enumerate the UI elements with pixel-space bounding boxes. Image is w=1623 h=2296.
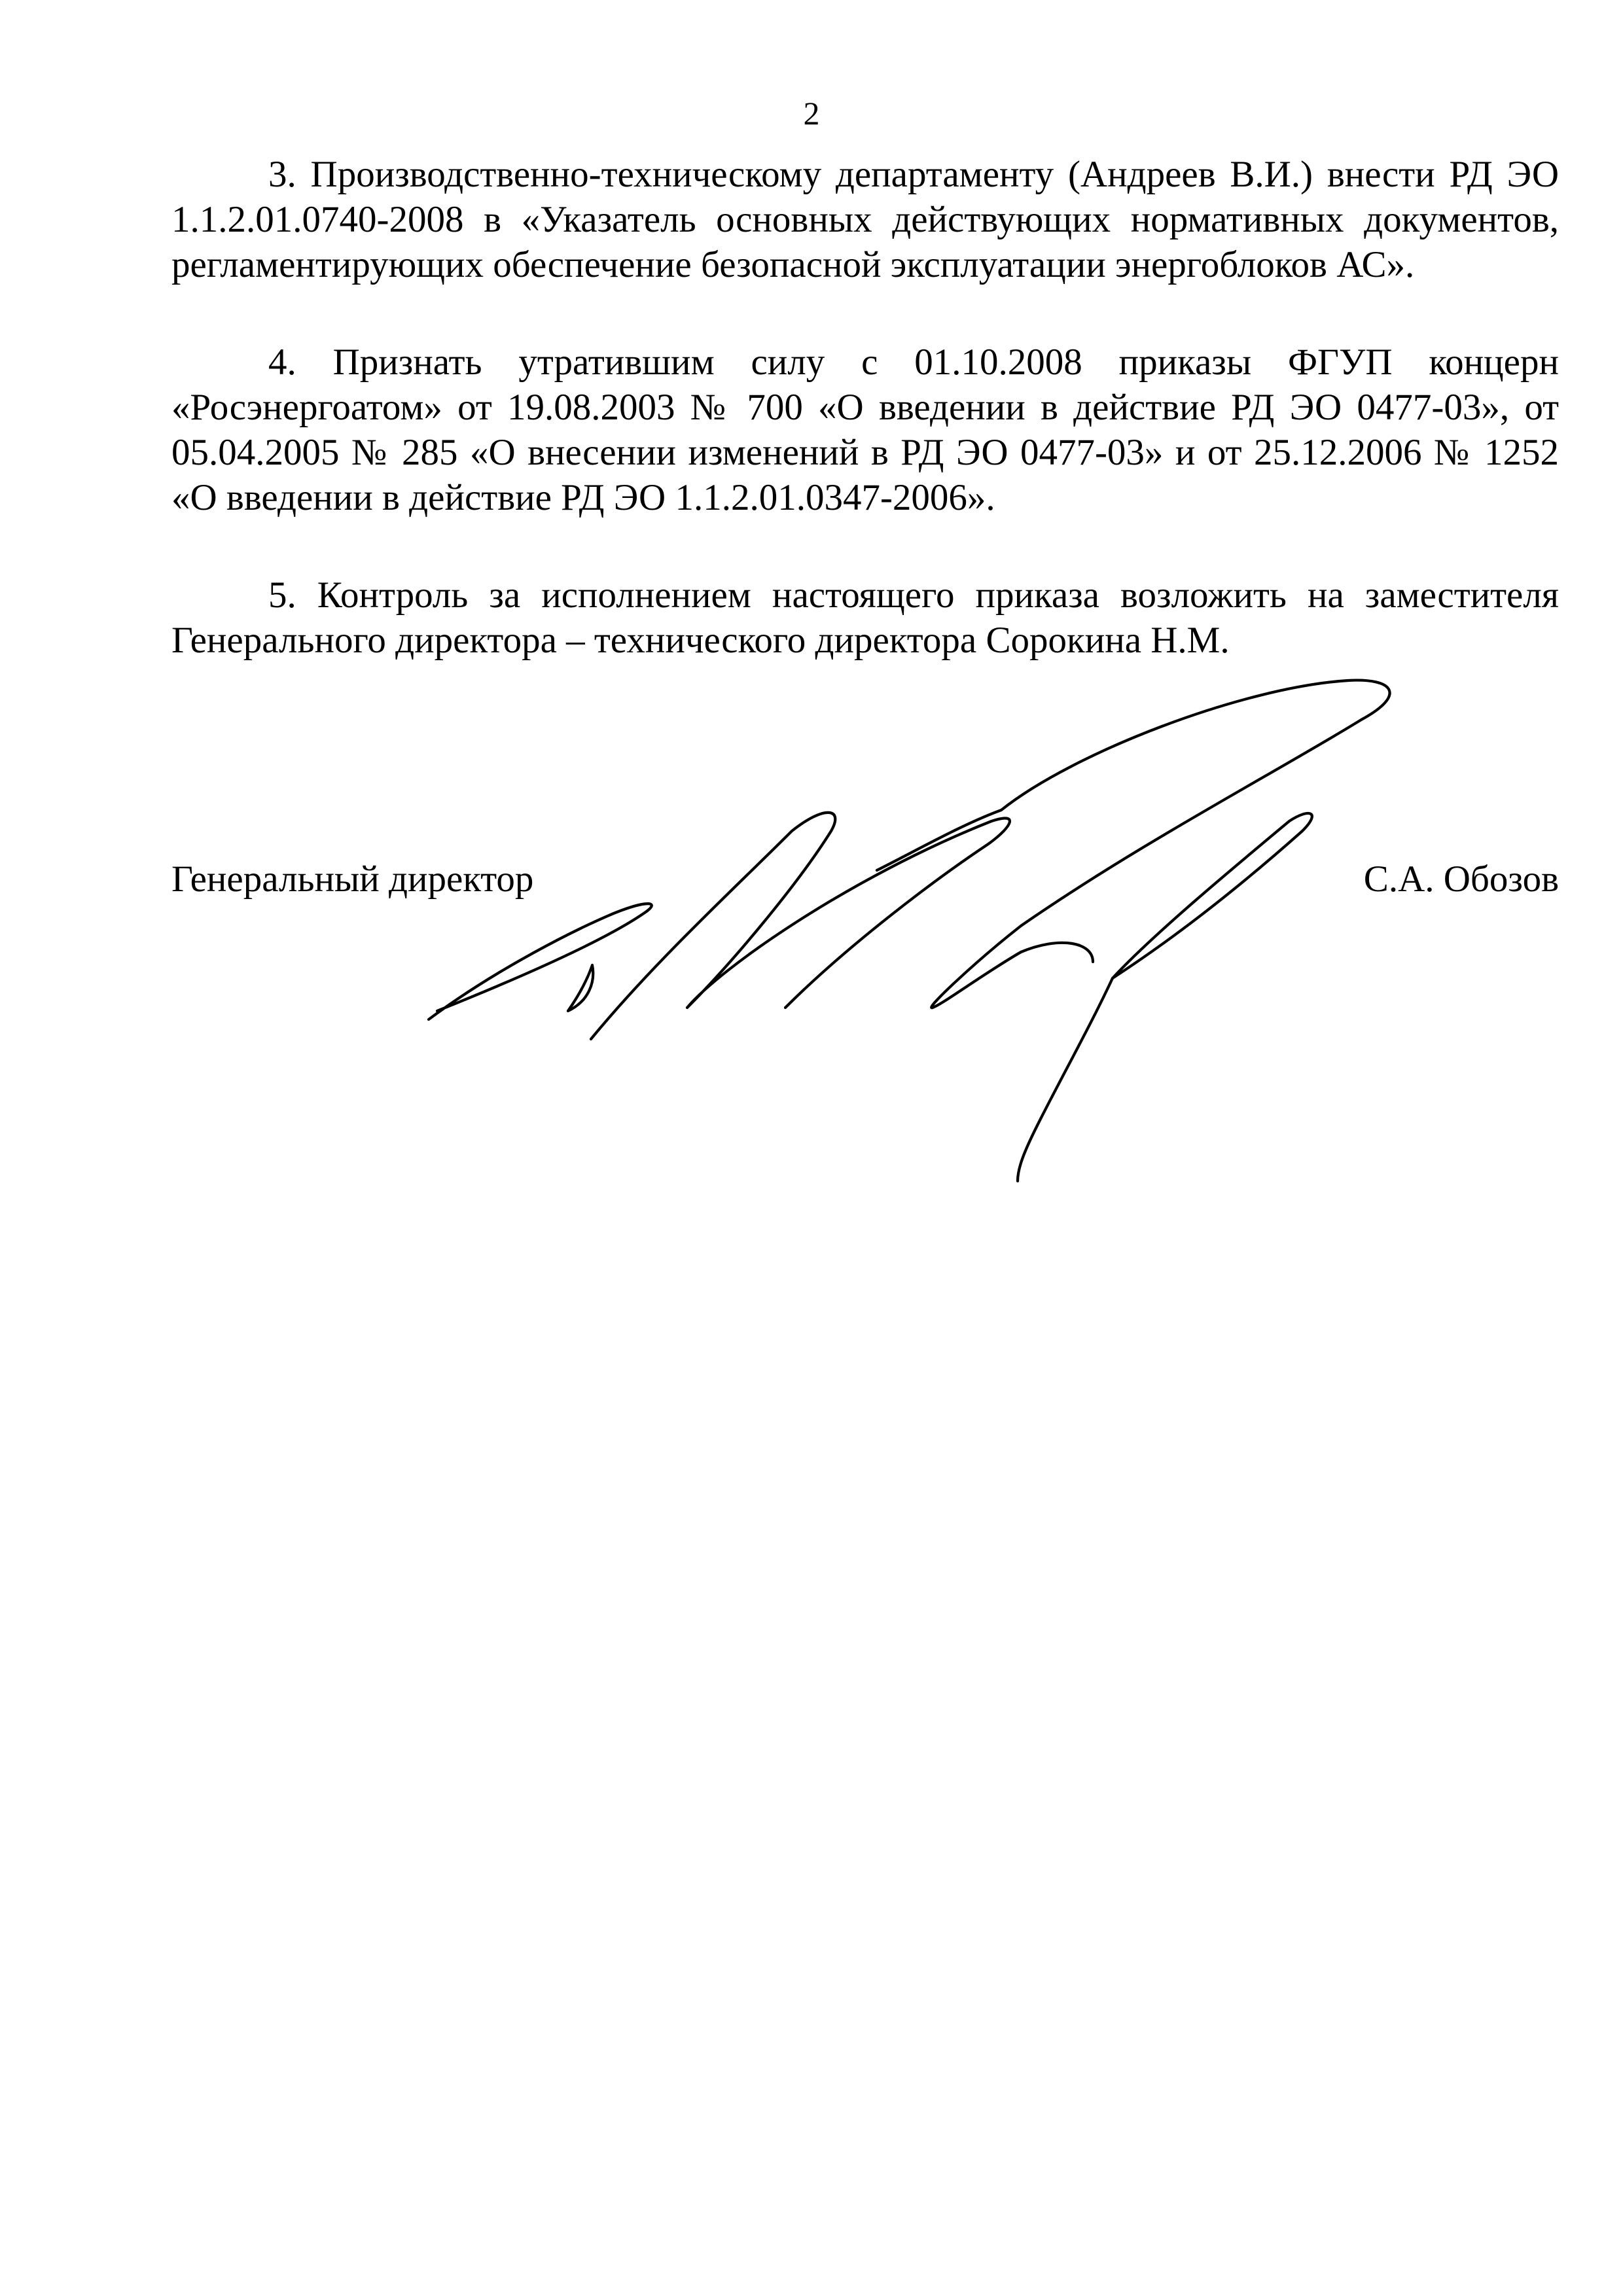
signature-stroke-1 (429, 904, 652, 1019)
paragraph-5: 5. Контроль за исполнением настоящего приказа возложить на заместителя Генерального директора – технического директора Сорокина Н.М. (171, 574, 1559, 661)
paragraph-4: 4. Признать утратившим силу с 01.10.2008 приказы ФГУП концерн «Росэнергоатом» от 19.08.2003 № 700 «О введении в действие РД ЭО 0477-03», от 05.04.2005 № 285 «О внесении изменений в РД ЭО 0477-03» и от 25.12.2006 № 1252 «О введении в действие РД ЭО 1.1.2.01.0347-2006». (171, 342, 1559, 518)
signature-stroke-3 (591, 813, 1010, 1039)
signatory-name: С.А. Обозов (1363, 858, 1559, 900)
page-number: 2 (803, 95, 820, 132)
signature-stroke-7 (1018, 978, 1113, 1181)
order-body (171, 152, 1559, 663)
handwritten-signature (412, 674, 1420, 1217)
signature-stroke-6 (1113, 813, 1312, 978)
signature-stroke-5 (931, 680, 1389, 1008)
signature-stroke-2 (568, 965, 593, 1011)
paragraph-3: 3. Производственно-техническому департаменту (Андреев В.И.) внести РД ЭО 1.1.2.01.0740-2008 в «Указатель основных действующих нормативных документов, регламентирующих обеспечение безопасной эксплуатации энергоблоков АС». (171, 154, 1559, 285)
signature-stroke-4 (877, 810, 1001, 870)
signatory-title: Генеральный директор (171, 858, 534, 900)
